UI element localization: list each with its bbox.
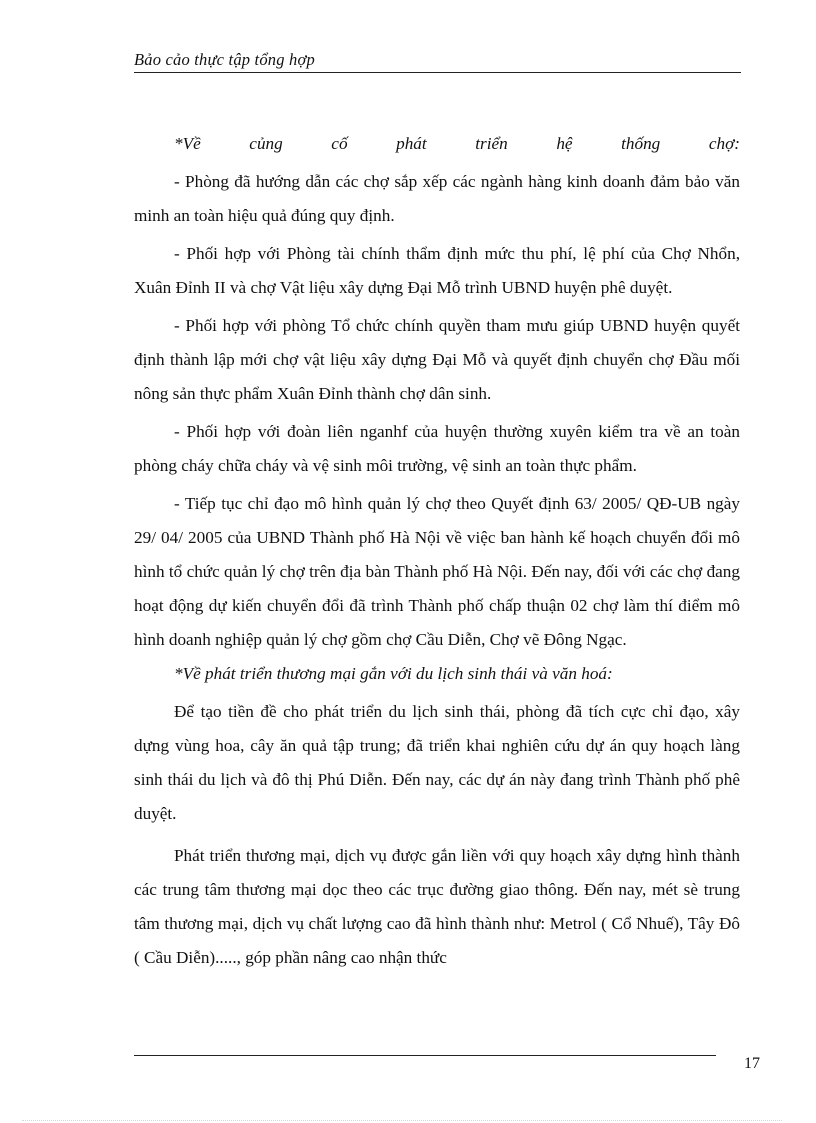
document-body — [134, 127, 740, 975]
page-header — [134, 50, 741, 73]
page-number: 17 — [744, 1055, 760, 1072]
paragraph-arrange-goods: - Phòng đã hướng dẫn các chợ sắp xếp các ngành hàng kinh doanh đảm bảo văn minh an toàn hiệu quả đúng quy định. — [134, 172, 740, 225]
page-bottom-edge — [22, 1120, 782, 1121]
paragraph-eco-tourism: Để tạo tiền đề cho phát triển du lịch sinh thái, phòng đã tích cực chỉ đạo, xây dựng vùng hoa, cây ăn quả tập trung; đã triển khai nghiên cứu dự án quy hoạch làng sinh thái du lịch và đô thị Phú Diễn. Đến nay, các dự án này đang trình Thành phố phê duyệt. — [134, 702, 740, 823]
report-title: Bảo cảo thực tập tổng hợp — [134, 50, 315, 69]
paragraph-new-market-decision: - Phối hợp với phòng Tổ chức chính quyền tham mưu giúp UBND huyện quyết định thành lập mới chợ vật liệu xây dựng Đại Mỗ và quyết định chuyển chợ Đầu mối nông sản thực phẩm Xuân Đỉnh thành chợ dân sinh. — [134, 316, 740, 403]
footer-divider — [134, 1055, 716, 1056]
paragraph-fee-appraisal: - Phối hợp với Phòng tài chính thẩm định mức thu phí, lệ phí của Chợ Nhổn, Xuân Đỉnh II và chợ Vật liệu xây dựng Đại Mỗ trình UBND huyện phê duyệt. — [134, 244, 740, 297]
paragraph-commerce-development: Phát triển thương mại, dịch vụ được gắn liền với quy hoạch xây dựng hình thành các trung tâm thương mại dọc theo các trục đường giao thông. Đến nay, mét sè trung tâm thương mại, dịch vụ chất lượng cao đã hình thành như: Metrol ( Cổ Nhuế), Tây Đô ( Cầu Diễn)....., góp phần nâng cao nhận thức — [134, 846, 740, 967]
paragraph-management-model: - Tiếp tục chỉ đạo mô hình quản lý chợ theo Quyết định 63/ 2005/ QĐ-UB ngày 29/ 04/ 2005 của UBND Thành phố Hà Nội về việc ban hành kế hoạch chuyển đổi mô hình tổ chức quản lý chợ trên địa bàn Thành phố Hà Nội. Đến nay, đối với các chợ đang hoạt động dự kiến chuyển đổi đã trình Thành phố chấp thuận 02 chợ làm thí điểm mô hình doanh nghiệp quản lý chợ gồm chợ Cầu Diễn, Chợ vẽ Đông Ngạc. — [134, 494, 740, 649]
paragraph-inspection: - Phối hợp với đoàn liên nganhf của huyện thường xuyên kiểm tra về an toàn phòng cháy chữa cháy và vệ sinh môi trường, vệ sinh an toàn thực phẩm. — [134, 422, 740, 475]
section-heading-market-system: *Về củng cố phát triển hệ thống chợ: — [174, 134, 740, 153]
section-heading-eco-tourism: *Về phát triển thương mại gắn với du lịch sinh thái và văn hoá: — [174, 664, 613, 683]
